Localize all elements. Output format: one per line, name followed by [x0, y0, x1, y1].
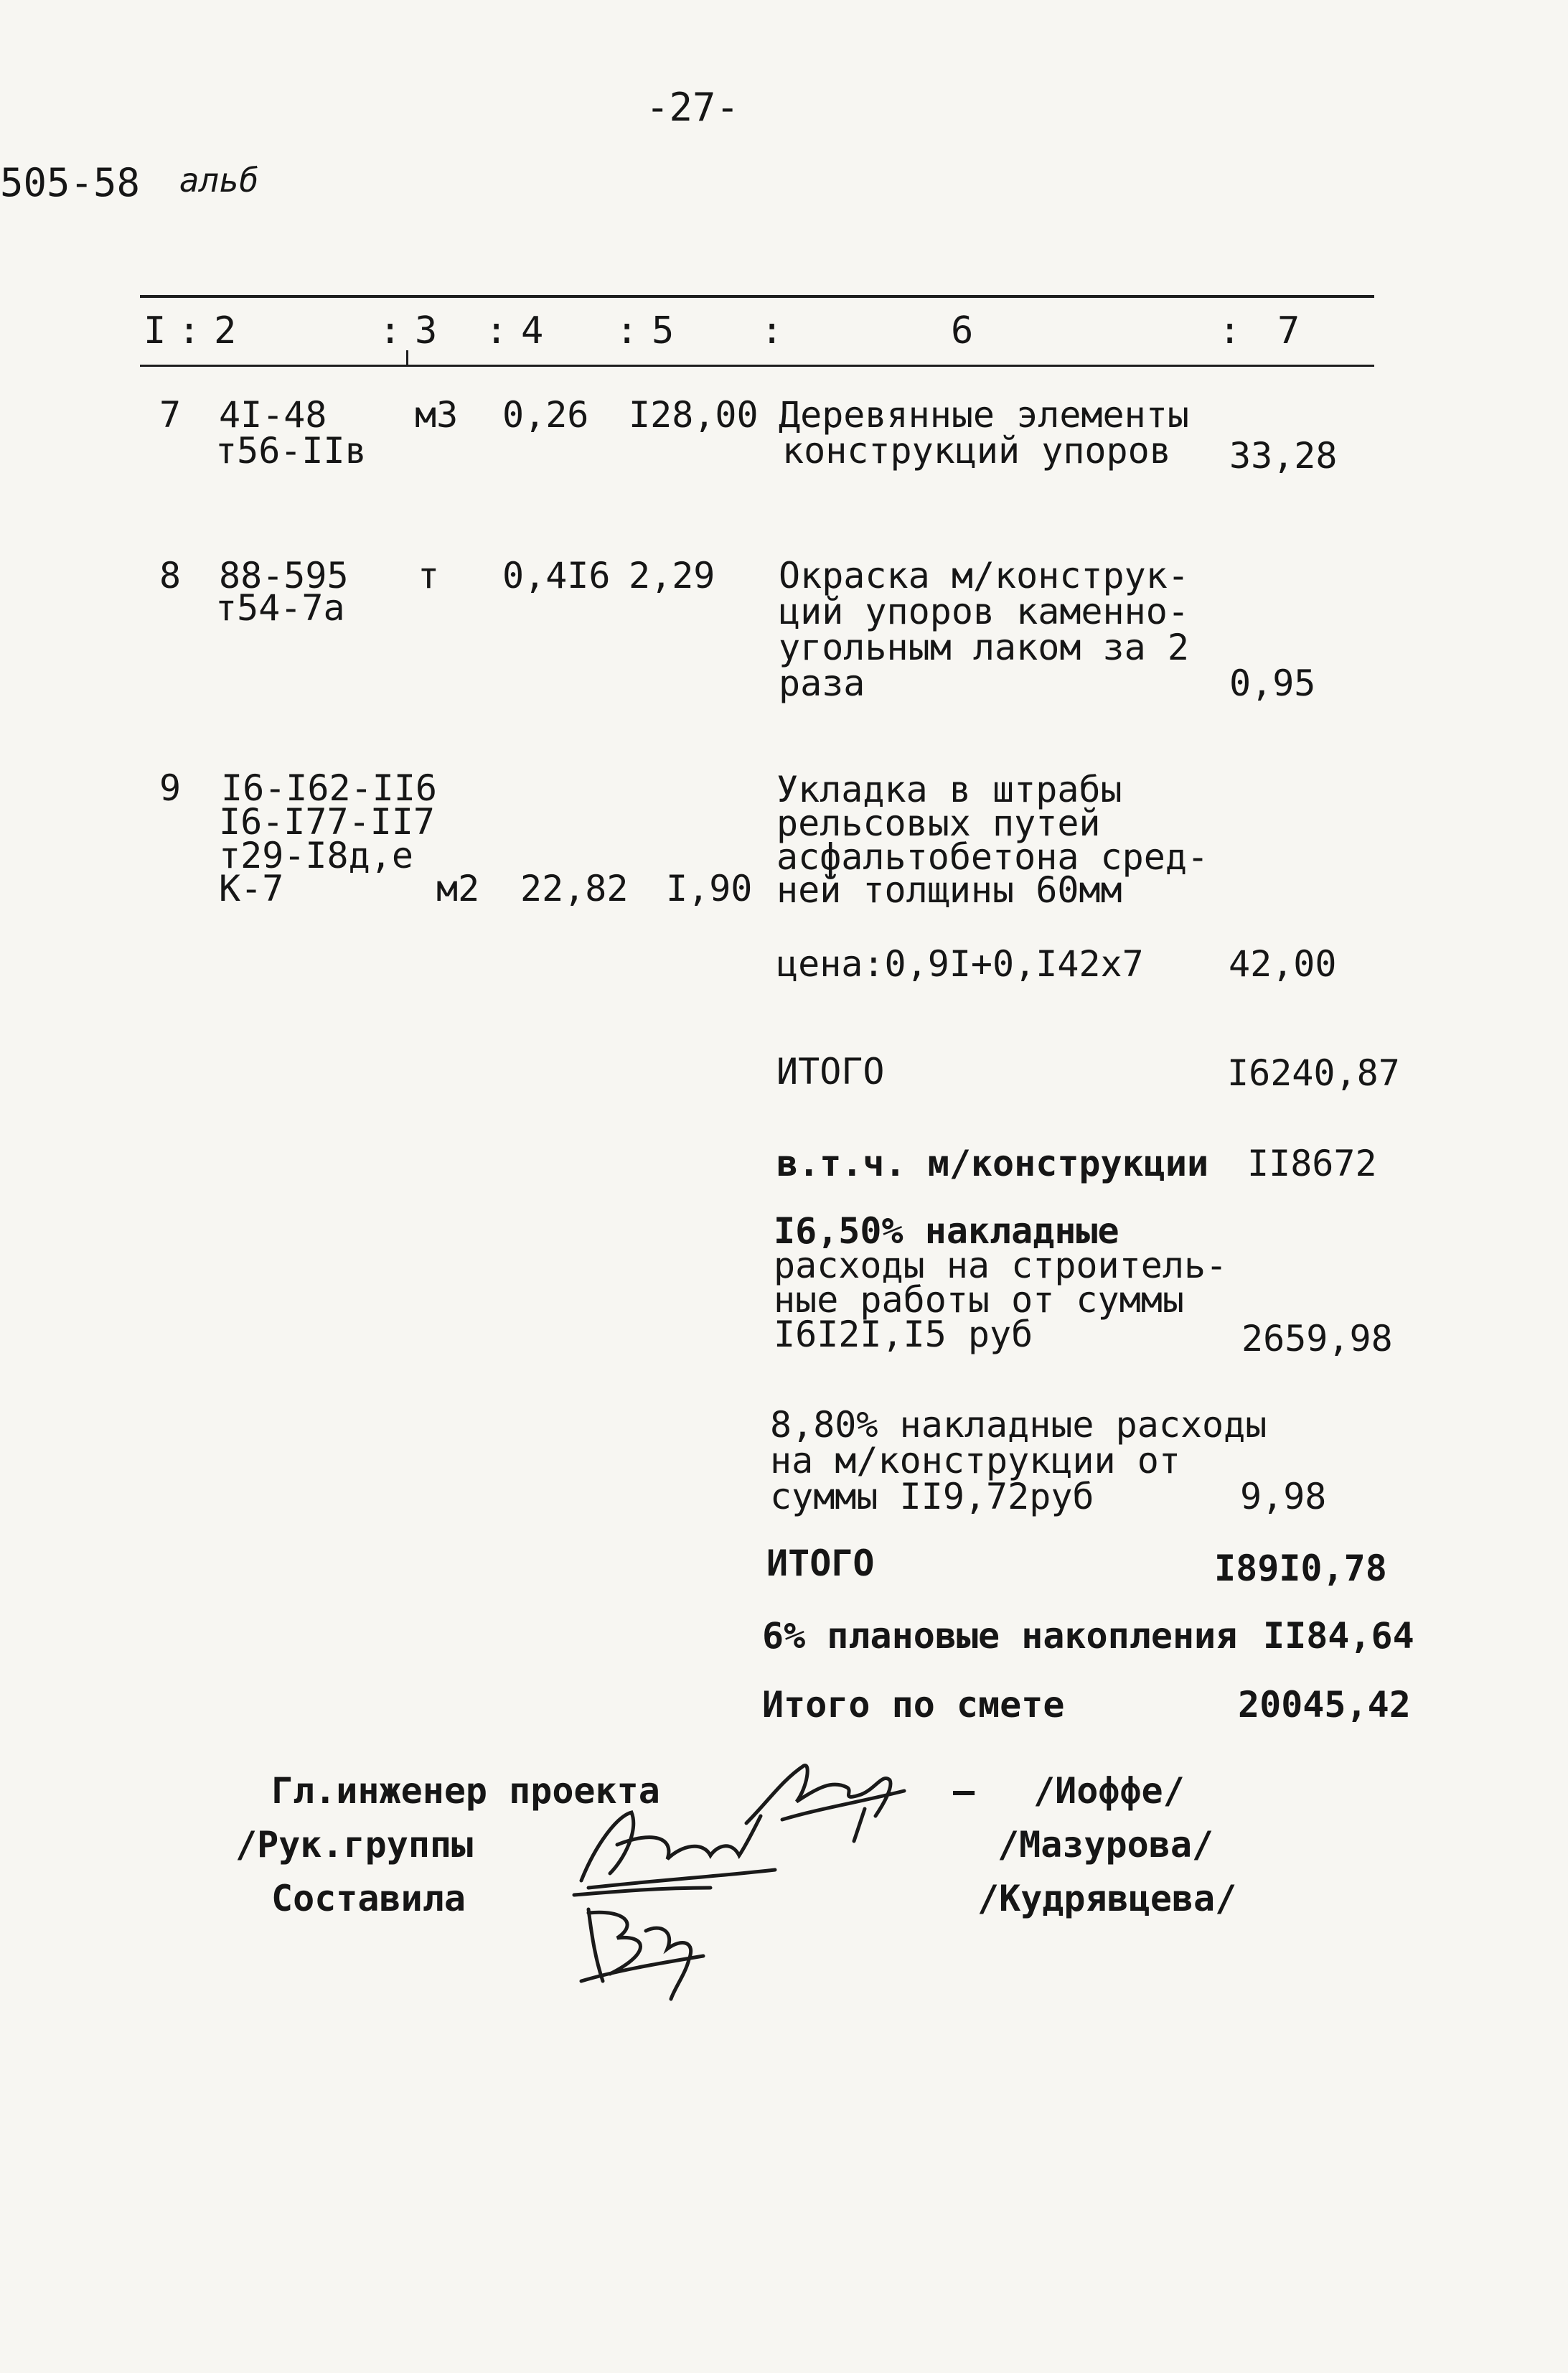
- summary-label-line: Итого по смете: [762, 1684, 1065, 1726]
- summary-label-line: на м/конструкции от: [770, 1440, 1180, 1482]
- summary-value: 9,98: [1240, 1476, 1327, 1517]
- column-header-6: 6: [951, 309, 974, 352]
- summary-value: II84,64: [1263, 1615, 1414, 1657]
- signer-name: /Кудрявцева/: [977, 1878, 1237, 1919]
- row-description-line: раза: [779, 663, 865, 704]
- row-number: 9: [159, 767, 182, 809]
- row-code-line: I6-I77-II7: [219, 801, 436, 843]
- page-number: -27-: [646, 85, 740, 130]
- signer-role: /Рук.группы: [235, 1824, 474, 1866]
- document-code-note: альб: [179, 161, 259, 200]
- document-code: 505-58: [0, 160, 141, 205]
- signer-role: Гл.инженер проекта: [271, 1770, 660, 1812]
- summary-label-line: 6% плановые накопления: [762, 1615, 1238, 1657]
- table-header-tick: [406, 350, 408, 365]
- row-unit: м3: [415, 394, 459, 436]
- table-top-rule: [140, 295, 1374, 298]
- summary-label-line: I6I2I,I5 руб: [774, 1314, 1033, 1355]
- summary-label-line: суммы II9,72руб: [770, 1476, 1094, 1517]
- summary-label-line: в.т.ч. м/конструкции: [776, 1143, 1209, 1184]
- row-code-line: т54-7а: [215, 587, 345, 629]
- signature-mark: [560, 1881, 725, 2003]
- signer-role: Составила: [271, 1878, 466, 1919]
- column-separator: :: [379, 309, 402, 352]
- row-code-line: I6-I62-II6: [221, 767, 438, 809]
- column-separator: :: [178, 309, 201, 352]
- summary-label-line: ИТОГО: [776, 1051, 885, 1092]
- row-description-line: рельсовых путей: [776, 802, 1101, 844]
- row-description-line: ней толщины 60мм: [776, 869, 1122, 911]
- row-description-line: конструкций упоров: [782, 430, 1171, 472]
- row-code-line: 4I-48: [219, 394, 327, 436]
- row-unit: т: [418, 555, 440, 596]
- summary-label-line: I6,50% накладные: [774, 1210, 1119, 1252]
- signature-dash: —: [953, 1770, 975, 1812]
- row-quantity: 0,26: [502, 394, 589, 436]
- row-description-line: Окраска м/конструк-: [779, 555, 1189, 596]
- row-description-line: Деревянные элементы: [779, 394, 1189, 436]
- column-header-3: 3: [415, 309, 438, 352]
- row-unit: м2: [436, 868, 480, 909]
- table-header-rule: [140, 365, 1374, 367]
- row-total: 0,95: [1229, 663, 1316, 704]
- row-quantity: 0,4I6: [502, 555, 611, 596]
- row-code-line: 88-595: [219, 555, 349, 596]
- summary-value: II8672: [1247, 1143, 1377, 1184]
- row-code-line: т56-IIв: [215, 430, 367, 472]
- summary-label-line: расходы на строитель-: [774, 1245, 1228, 1286]
- row-price: I,90: [666, 868, 753, 909]
- row-description-line: угольным лаком за 2: [779, 627, 1189, 668]
- row-price: 2,29: [629, 555, 715, 596]
- column-separator: :: [761, 309, 784, 352]
- column-separator: :: [616, 309, 639, 352]
- column-header-5: 5: [652, 309, 675, 352]
- row-description-line: ций упоров каменно-: [779, 591, 1189, 632]
- column-separator: :: [1219, 309, 1241, 352]
- column-separator: :: [485, 309, 508, 352]
- row-code-line: К-7: [219, 868, 284, 909]
- row-price-formula: цена:0,9I+0,I42x7: [776, 943, 1144, 985]
- row-number: 8: [159, 555, 182, 596]
- row-number: 7: [159, 394, 182, 436]
- row-code-line: т29-I8д,е: [219, 835, 413, 876]
- summary-label-line: ные работы от суммы: [774, 1279, 1184, 1321]
- summary-label-line: 8,80% накладные расходы: [770, 1404, 1267, 1446]
- column-header-4: 4: [521, 309, 544, 352]
- row-description-line: асфальтобетона сред-: [776, 836, 1209, 878]
- row-quantity: 22,82: [520, 868, 629, 909]
- column-header-1: I: [144, 309, 166, 352]
- row-total: 42,00: [1229, 943, 1337, 985]
- summary-label-line: ИТОГО: [766, 1543, 875, 1584]
- row-description-line: Укладка в штрабы: [776, 769, 1122, 810]
- summary-value: I6240,87: [1227, 1052, 1400, 1094]
- column-header-2: 2: [214, 309, 237, 352]
- summary-value: 2659,98: [1241, 1318, 1393, 1359]
- signer-name: /Мазурова/: [997, 1824, 1214, 1866]
- column-header-7: 7: [1277, 309, 1300, 352]
- row-price: I28,00: [629, 394, 759, 436]
- signer-name: /Иоффе/: [1033, 1770, 1185, 1812]
- summary-value: 20045,42: [1238, 1684, 1411, 1726]
- row-total: 33,28: [1229, 435, 1338, 477]
- summary-value: I89I0,78: [1214, 1548, 1387, 1589]
